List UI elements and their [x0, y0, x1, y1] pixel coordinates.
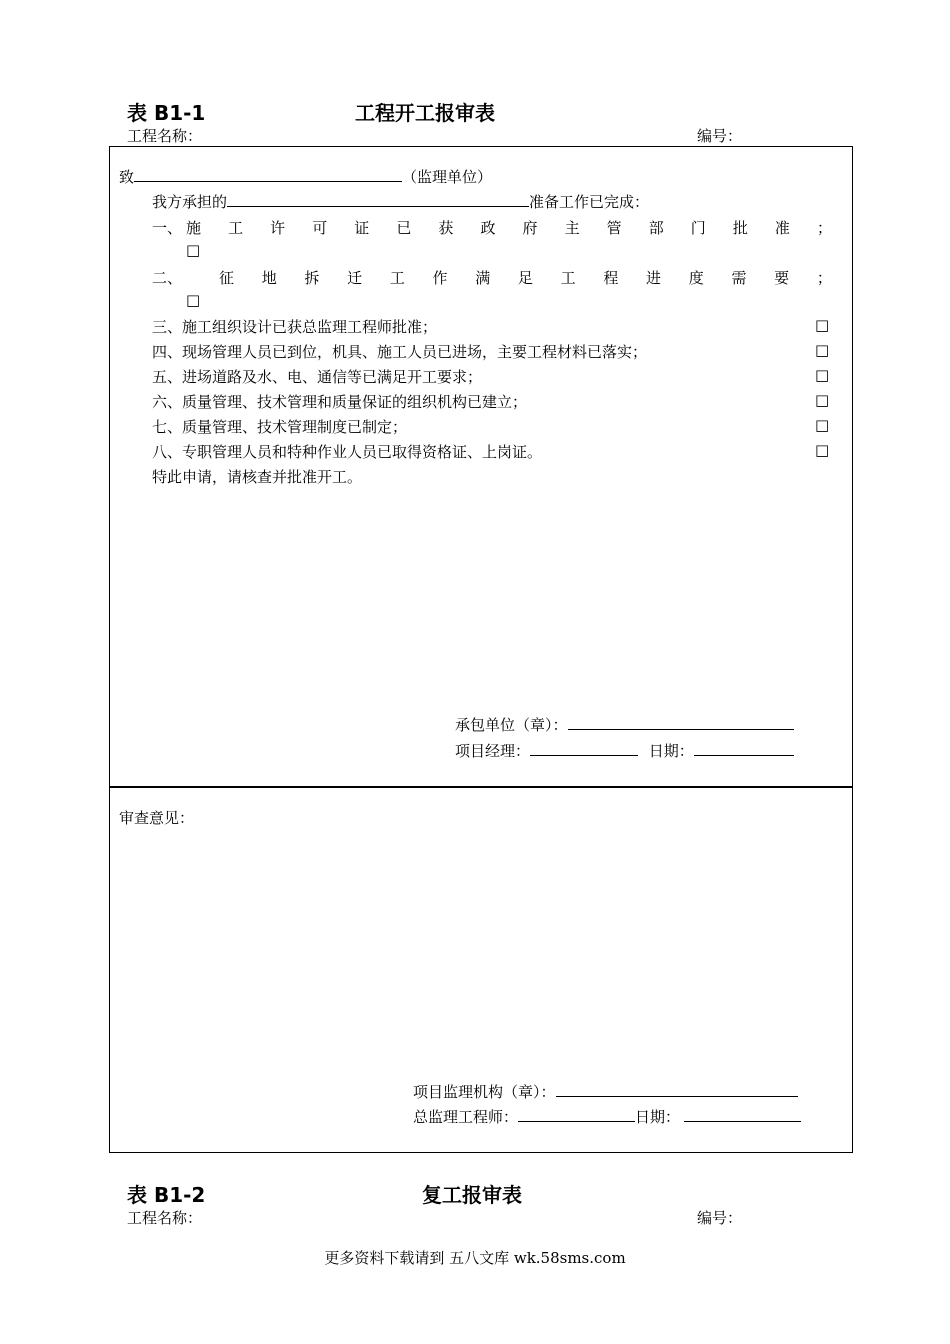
item2-char: 满 — [475, 269, 491, 287]
supervision-unit-blank[interactable] — [134, 167, 402, 182]
item1-char: 施 — [186, 219, 202, 237]
project-name-label: 工程名称： — [127, 127, 203, 145]
date-label-2: 日期： — [635, 1108, 681, 1126]
item1-char: 工 — [228, 219, 244, 237]
item1-char: 主 — [564, 219, 580, 237]
chief-line — [413, 1106, 801, 1127]
item7-text: 七、质量管理、技术管理制度已制定； — [152, 418, 408, 436]
prepared-line — [152, 191, 649, 212]
item2-checkbox[interactable]: □ — [186, 291, 201, 309]
item8-checkbox[interactable]: □ — [815, 441, 830, 459]
item2-char: 足 — [517, 269, 533, 287]
chief-blank[interactable] — [518, 1107, 635, 1122]
chief-label: 总监理工程师： — [413, 1108, 519, 1126]
form-title: 工程开工报审表 — [355, 101, 495, 125]
item8-text: 八、专职管理人员和特种作业人员已取得资格证、上岗证。 — [152, 443, 543, 461]
item1-char: 证 — [354, 219, 370, 237]
form2-project-name-label: 工程名称： — [127, 1209, 203, 1227]
form2-title: 复工报审表 — [422, 1183, 522, 1207]
contractor-line — [455, 714, 794, 735]
item1-char: 批 — [732, 219, 748, 237]
supervision-blank[interactable] — [556, 1082, 798, 1097]
item2-char: 迁 — [347, 269, 363, 287]
footer-text: 更多资料下载请到 五八文库 wk.58sms.com — [324, 1249, 626, 1267]
item1-char: 可 — [312, 219, 328, 237]
item6-checkbox[interactable]: □ — [815, 391, 830, 409]
item2-char: 工 — [389, 269, 405, 287]
item3-checkbox[interactable]: □ — [815, 316, 830, 334]
item2-char: 度 — [688, 269, 704, 287]
to-prefix: 致 — [119, 168, 135, 186]
item2-char: 作 — [432, 269, 448, 287]
item4-text: 四、现场管理人员已到位，机具、施工人员已进场，主要工程材料已落实； — [152, 343, 648, 361]
item3-text: 三、施工组织设计已获总监理工程师批准； — [152, 318, 438, 336]
contractor-label: 承包单位（章）： — [455, 716, 568, 734]
number-label: 编号： — [697, 127, 743, 145]
item2-number: 二、 — [152, 269, 183, 287]
form2-code: 表 B1-2 — [127, 1183, 206, 1207]
item2-char: 拆 — [304, 269, 320, 287]
item5-checkbox[interactable]: □ — [815, 366, 830, 384]
item2-char: 地 — [261, 269, 277, 287]
to-suffix: （监理单位） — [402, 168, 493, 186]
item4-checkbox[interactable]: □ — [815, 341, 830, 359]
manager-line — [455, 740, 794, 761]
item1-char: 部 — [648, 219, 664, 237]
date-blank[interactable] — [694, 741, 794, 756]
project-blank[interactable] — [227, 192, 529, 207]
to-line — [119, 166, 492, 187]
item1-char: 许 — [270, 219, 286, 237]
item1-char: 门 — [690, 219, 706, 237]
item6-text: 六、质量管理、技术管理和质量保证的组织机构已建立； — [152, 393, 528, 411]
form-code: 表 B1-1 — [127, 101, 206, 125]
item1-char: 管 — [606, 219, 622, 237]
form2-number-label: 编号： — [697, 1209, 743, 1227]
item2-char: 需 — [731, 269, 747, 287]
item1-char: ； — [816, 219, 832, 237]
item7-checkbox[interactable]: □ — [815, 416, 830, 434]
item1-number: 一、 — [152, 219, 183, 237]
item1-checkbox[interactable]: □ — [186, 241, 201, 259]
date-label: 日期： — [648, 742, 694, 760]
item1-char: 准 — [774, 219, 790, 237]
prepared-suffix: 准备工作已完成： — [529, 193, 650, 211]
manager-label: 项目经理： — [455, 742, 531, 760]
item1-char: 获 — [438, 219, 454, 237]
item2-char: 要 — [774, 269, 790, 287]
closing-text: 特此申请，请核查并批准开工。 — [152, 468, 363, 486]
item5-text: 五、进场道路及水、电、通信等已满足开工要求； — [152, 368, 483, 386]
item1-char: 府 — [522, 219, 538, 237]
item2-char: 征 — [219, 269, 235, 287]
item2-char: 程 — [603, 269, 619, 287]
review-label: 审查意见： — [119, 809, 195, 827]
item2-char: 工 — [560, 269, 576, 287]
supervision-line — [413, 1081, 798, 1102]
item1-char: 政 — [480, 219, 496, 237]
item2-text — [219, 267, 832, 288]
manager-blank[interactable] — [530, 741, 638, 756]
item1-text — [186, 217, 832, 238]
item1-char: 已 — [396, 219, 412, 237]
contractor-blank[interactable] — [568, 715, 794, 730]
item2-char: 进 — [646, 269, 662, 287]
date-blank-2[interactable] — [684, 1107, 801, 1122]
item2-char: ； — [816, 269, 832, 287]
prepared-prefix: 我方承担的 — [152, 193, 228, 211]
supervision-label: 项目监理机构（章）： — [413, 1083, 556, 1101]
